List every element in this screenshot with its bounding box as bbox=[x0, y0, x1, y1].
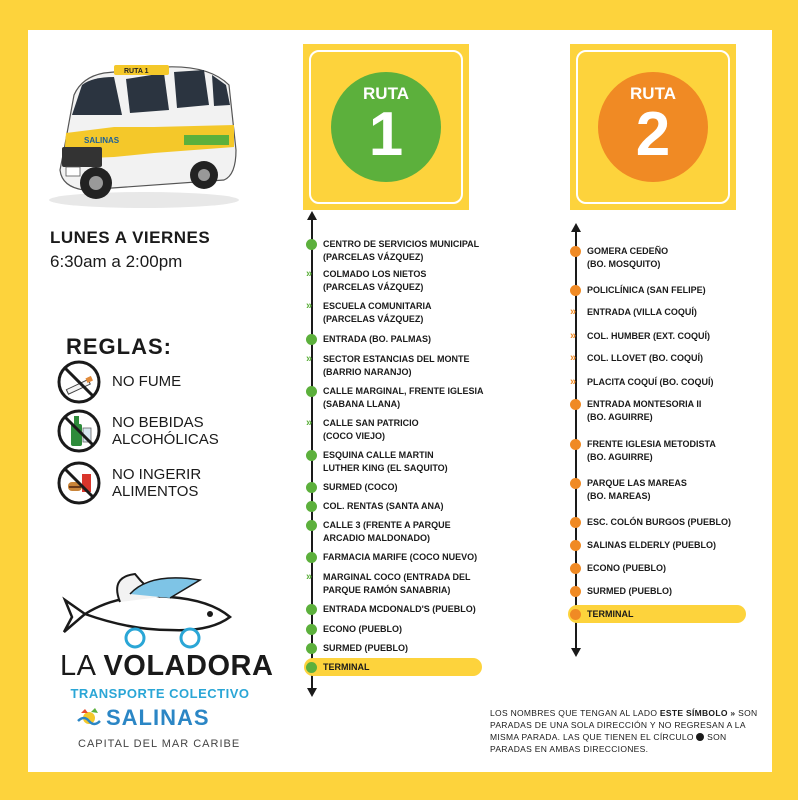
route-number: 1 bbox=[368, 100, 404, 169]
route-1-stop bbox=[306, 481, 398, 494]
route-2-stop bbox=[570, 477, 687, 503]
route-2-arrow-down bbox=[571, 648, 581, 657]
stop-label bbox=[587, 352, 703, 365]
route-1-badge bbox=[303, 44, 469, 210]
route-1-stop bbox=[306, 623, 402, 636]
stop-label bbox=[323, 603, 476, 616]
rules-title: REGLAS: bbox=[66, 334, 172, 359]
route-1-stop bbox=[306, 353, 470, 379]
stop-name: ESQUINA CALLE MARTIN bbox=[323, 450, 434, 460]
chevron-glyph: » bbox=[570, 352, 577, 364]
rule-no-alcohol bbox=[56, 408, 232, 454]
stop-label bbox=[323, 449, 448, 475]
note-text-1: LOS NOMBRES QUE TENGAN AL LADO bbox=[490, 708, 660, 718]
chevron-glyph: » bbox=[306, 300, 313, 312]
chevron-glyph: » bbox=[306, 417, 313, 429]
note-text-3: SON PARADAS EN AMBAS DIRECCIONES. bbox=[490, 732, 727, 754]
route-2-stop bbox=[570, 585, 672, 598]
chevron-glyph: » bbox=[306, 353, 313, 365]
chevron-glyph: » bbox=[570, 306, 577, 318]
salinas-tagline: CAPITAL DEL MAR CARIBE bbox=[78, 738, 241, 750]
stop-name: POLICLÍNICA (SAN FELIPE) bbox=[587, 285, 706, 295]
stop-name: COLMADO LOS NIETOS bbox=[323, 269, 427, 279]
stop-dot-icon bbox=[306, 520, 317, 531]
stop-sub: ARCADIO MALDONADO) bbox=[323, 533, 430, 543]
chevron-glyph: » bbox=[306, 268, 313, 280]
route-1-stop bbox=[306, 661, 370, 674]
one-way-chevron-icon: » bbox=[730, 708, 736, 718]
route-1-stop bbox=[306, 449, 448, 475]
stop-dot-icon bbox=[570, 439, 581, 450]
stop-dot-icon bbox=[306, 334, 317, 345]
route-2-stop bbox=[570, 539, 716, 552]
stop-name: COL. HUMBER (EXT. COQUÍ) bbox=[587, 331, 710, 341]
rule-no-food bbox=[56, 460, 222, 506]
route-1-stop bbox=[306, 642, 408, 655]
route-1-stop bbox=[306, 417, 419, 443]
route-number: 2 bbox=[635, 100, 671, 169]
stop-label bbox=[323, 238, 479, 264]
route-1-stop bbox=[306, 551, 477, 564]
one-way-chevron-icon bbox=[306, 354, 317, 365]
stop-name: SURMED (COCO) bbox=[323, 482, 398, 492]
route-2-stop bbox=[570, 562, 666, 575]
stop-sub: (BO. AGUIRRE) bbox=[587, 412, 653, 422]
rule-text bbox=[112, 414, 232, 449]
route-1-stop bbox=[306, 519, 451, 545]
stop-name: TERMINAL bbox=[323, 662, 370, 672]
stop-sub: (BO. AGUIRRE) bbox=[587, 452, 653, 462]
stop-name: MARGINAL COCO (ENTRADA DEL bbox=[323, 572, 471, 582]
route-2-circle bbox=[598, 72, 708, 182]
stop-label bbox=[323, 268, 426, 294]
stop-name: PLACITA COQUÍ (BO. COQUÍ) bbox=[587, 377, 714, 387]
no-food-icon bbox=[56, 460, 102, 506]
route-1-stop bbox=[306, 385, 484, 411]
stop-label bbox=[587, 539, 716, 552]
stop-name: COL. LLOVET (BO. COQUÍ) bbox=[587, 353, 703, 363]
note-text-2: SON PARADAS DE UNA SOLA DIRECCIÓN Y NO REGRESAN A LA MISMA PARADA. LAS QUE TIENEN EL CÍRCULO bbox=[490, 708, 758, 742]
one-way-chevron-icon bbox=[570, 353, 581, 364]
schedule-days: LUNES A VIERNES bbox=[50, 228, 211, 247]
stop-dot-icon bbox=[570, 478, 581, 489]
stop-dot-icon bbox=[306, 604, 317, 615]
one-way-chevron-icon bbox=[570, 307, 581, 318]
rule-text: NO FUME bbox=[112, 373, 182, 391]
route-2-stop bbox=[570, 516, 731, 529]
stop-label bbox=[323, 300, 432, 326]
stop-label bbox=[323, 417, 419, 443]
stop-name: FRENTE IGLESIA METODISTA bbox=[587, 439, 716, 449]
stop-label bbox=[323, 551, 477, 564]
stop-name: ENTRADA MCDONALD'S (PUEBLO) bbox=[323, 604, 476, 614]
stop-name: CALLE MARGINAL, FRENTE IGLESIA bbox=[323, 386, 484, 396]
brand-subtitle: TRANSPORTE COLECTIVO bbox=[70, 686, 250, 701]
stop-label bbox=[587, 284, 706, 297]
brand-name-bold: VOLADORA bbox=[103, 650, 274, 682]
route-2-stop bbox=[570, 306, 697, 319]
route-2-stop bbox=[570, 330, 710, 343]
stop-sub: (PARCELAS VÁZQUEZ) bbox=[323, 252, 424, 262]
stop-name: CENTRO DE SERVICIOS MUNICIPAL bbox=[323, 239, 480, 249]
route-1-arrow-down bbox=[307, 688, 317, 697]
rule-text bbox=[112, 466, 222, 501]
salinas-logo bbox=[76, 705, 210, 731]
stop-label bbox=[323, 385, 484, 411]
route-2-stop bbox=[570, 438, 716, 464]
stop-label bbox=[587, 245, 668, 271]
stop-sub: (COCO VIEJO) bbox=[323, 431, 386, 441]
stop-sub: (BO. MOSQUITO) bbox=[587, 259, 661, 269]
stop-name: CALLE SAN PATRICIO bbox=[323, 418, 419, 428]
stop-dot-icon bbox=[570, 399, 581, 410]
stop-sub: (SABANA LLANA) bbox=[323, 399, 401, 409]
voladora-logo bbox=[60, 572, 260, 652]
stop-name: ESCUELA COMUNITARIA bbox=[323, 301, 432, 311]
stop-sub: (PARCELAS VÁZQUEZ) bbox=[323, 282, 424, 292]
stop-dot-icon bbox=[570, 540, 581, 551]
stop-label bbox=[587, 608, 634, 621]
route-1-stop bbox=[306, 571, 471, 597]
van-image bbox=[44, 55, 244, 210]
stop-sub: PARQUE RAMÓN SANABRIA) bbox=[323, 585, 451, 595]
stop-label bbox=[323, 661, 370, 674]
route-1-stop bbox=[306, 603, 476, 616]
chevron-glyph: » bbox=[570, 376, 577, 388]
stop-name: ENTRADA MONTESORIA II bbox=[587, 399, 702, 409]
stop-name: FARMACIA MARIFE (COCO NUEVO) bbox=[323, 552, 478, 562]
van-route-label: RUTA 1 bbox=[124, 68, 149, 75]
van-decal: SALINAS bbox=[84, 136, 120, 145]
stop-name: GOMERA CEDEÑO bbox=[587, 246, 669, 256]
stop-sub: (BARRIO NARANJO) bbox=[323, 367, 412, 377]
stop-label bbox=[587, 438, 716, 464]
salinas-sun-icon bbox=[76, 707, 102, 729]
rule-text-content: NO INGERIR ALIMENTOS bbox=[112, 465, 202, 500]
stop-dot-icon bbox=[570, 609, 581, 620]
stop-dot-icon bbox=[306, 239, 317, 250]
route-label: RUTA bbox=[630, 84, 676, 103]
stop-dot-icon bbox=[306, 450, 317, 461]
stop-name: ESC. COLÓN BURGOS (PUEBLO) bbox=[587, 517, 732, 527]
route-2-stop bbox=[570, 376, 714, 389]
stop-sub: LUTHER KING (EL SAQUITO) bbox=[323, 463, 448, 473]
stop-name: TERMINAL bbox=[587, 609, 634, 619]
one-way-chevron-icon bbox=[306, 301, 317, 312]
one-way-chevron-icon bbox=[306, 269, 317, 280]
route-1-stop bbox=[306, 333, 431, 346]
stop-name: SALINAS ELDERLY (PUEBLO) bbox=[587, 540, 717, 550]
schedule bbox=[50, 228, 210, 272]
one-way-chevron-icon bbox=[306, 418, 317, 429]
stop-name: CALLE 3 (FRENTE A PARQUE bbox=[323, 520, 451, 530]
chevron-glyph: » bbox=[306, 571, 313, 583]
route-2-stop bbox=[570, 245, 668, 271]
stop-sub: (BO. MAREAS) bbox=[587, 491, 651, 501]
brand-name bbox=[60, 650, 273, 683]
route-1-stop bbox=[306, 268, 426, 294]
stop-dot-icon bbox=[570, 586, 581, 597]
stop-name: ENTRADA (BO. PALMAS) bbox=[323, 334, 431, 344]
stop-label bbox=[323, 623, 402, 636]
stop-label bbox=[323, 642, 408, 655]
route-1-stop bbox=[306, 500, 444, 513]
legend-note bbox=[490, 707, 760, 755]
stop-name: ECONO (PUEBLO) bbox=[323, 624, 403, 634]
stop-label bbox=[323, 333, 431, 346]
salinas-word: SALINAS bbox=[106, 705, 210, 730]
stop-dot-icon bbox=[570, 285, 581, 296]
stop-name: ECONO (PUEBLO) bbox=[587, 563, 667, 573]
rule-no-smoking bbox=[56, 359, 181, 405]
stop-label bbox=[587, 477, 687, 503]
one-way-chevron-icon bbox=[570, 331, 581, 342]
route-2-stop bbox=[570, 398, 701, 424]
stop-dot-icon bbox=[306, 662, 317, 673]
route-2-stop bbox=[570, 284, 706, 297]
stop-label bbox=[587, 562, 666, 575]
stop-dot-icon bbox=[306, 501, 317, 512]
stop-dot-icon bbox=[306, 643, 317, 654]
stop-name: COL. RENTAS (SANTA ANA) bbox=[323, 501, 444, 511]
note-emphasis: ESTE SÍMBOLO bbox=[659, 708, 728, 718]
one-way-chevron-icon bbox=[306, 572, 317, 583]
chevron-glyph: » bbox=[570, 330, 577, 342]
stop-label bbox=[587, 306, 697, 319]
no-smoking-icon bbox=[56, 359, 102, 405]
route-2-stop bbox=[570, 608, 634, 621]
stop-dot-icon bbox=[306, 386, 317, 397]
stop-dot-icon bbox=[570, 246, 581, 257]
stop-label bbox=[587, 330, 710, 343]
stop-dot-icon bbox=[306, 482, 317, 493]
stop-label bbox=[323, 353, 470, 379]
stop-dot-icon bbox=[306, 552, 317, 563]
stop-name: ENTRADA (VILLA COQUÍ) bbox=[587, 307, 697, 317]
stop-sub: (PARCELAS VÁZQUEZ) bbox=[323, 314, 424, 324]
stop-label bbox=[587, 376, 714, 389]
no-alcohol-icon bbox=[56, 408, 102, 454]
stop-dot-icon bbox=[306, 624, 317, 635]
brand-name-light: LA bbox=[60, 650, 95, 682]
stop-name: SECTOR ESTANCIAS DEL MONTE bbox=[323, 354, 470, 364]
route-1-stop bbox=[306, 300, 432, 326]
route-1-circle bbox=[331, 72, 441, 182]
one-way-chevron-icon bbox=[570, 377, 581, 388]
stop-label bbox=[323, 500, 444, 513]
stop-name: SURMED (PUEBLO) bbox=[323, 643, 408, 653]
route-2-badge bbox=[570, 44, 736, 210]
stop-label bbox=[323, 481, 398, 494]
rule-text-content: NO BEBIDAS ALCOHÓLICAS bbox=[112, 413, 219, 448]
stop-name: SURMED (PUEBLO) bbox=[587, 586, 672, 596]
stop-label bbox=[323, 519, 451, 545]
stop-label bbox=[587, 398, 701, 424]
route-2-stop bbox=[570, 352, 703, 365]
route-label: RUTA bbox=[363, 84, 409, 103]
stop-name: PARQUE LAS MAREAS bbox=[587, 478, 687, 488]
stop-label bbox=[587, 585, 672, 598]
stop-dot-icon bbox=[570, 517, 581, 528]
route-1-stop bbox=[306, 238, 479, 264]
stop-dot-icon bbox=[570, 563, 581, 574]
schedule-hours: 6:30am a 2:00pm bbox=[50, 252, 183, 271]
stop-label bbox=[323, 571, 471, 597]
stop-label bbox=[587, 516, 731, 529]
